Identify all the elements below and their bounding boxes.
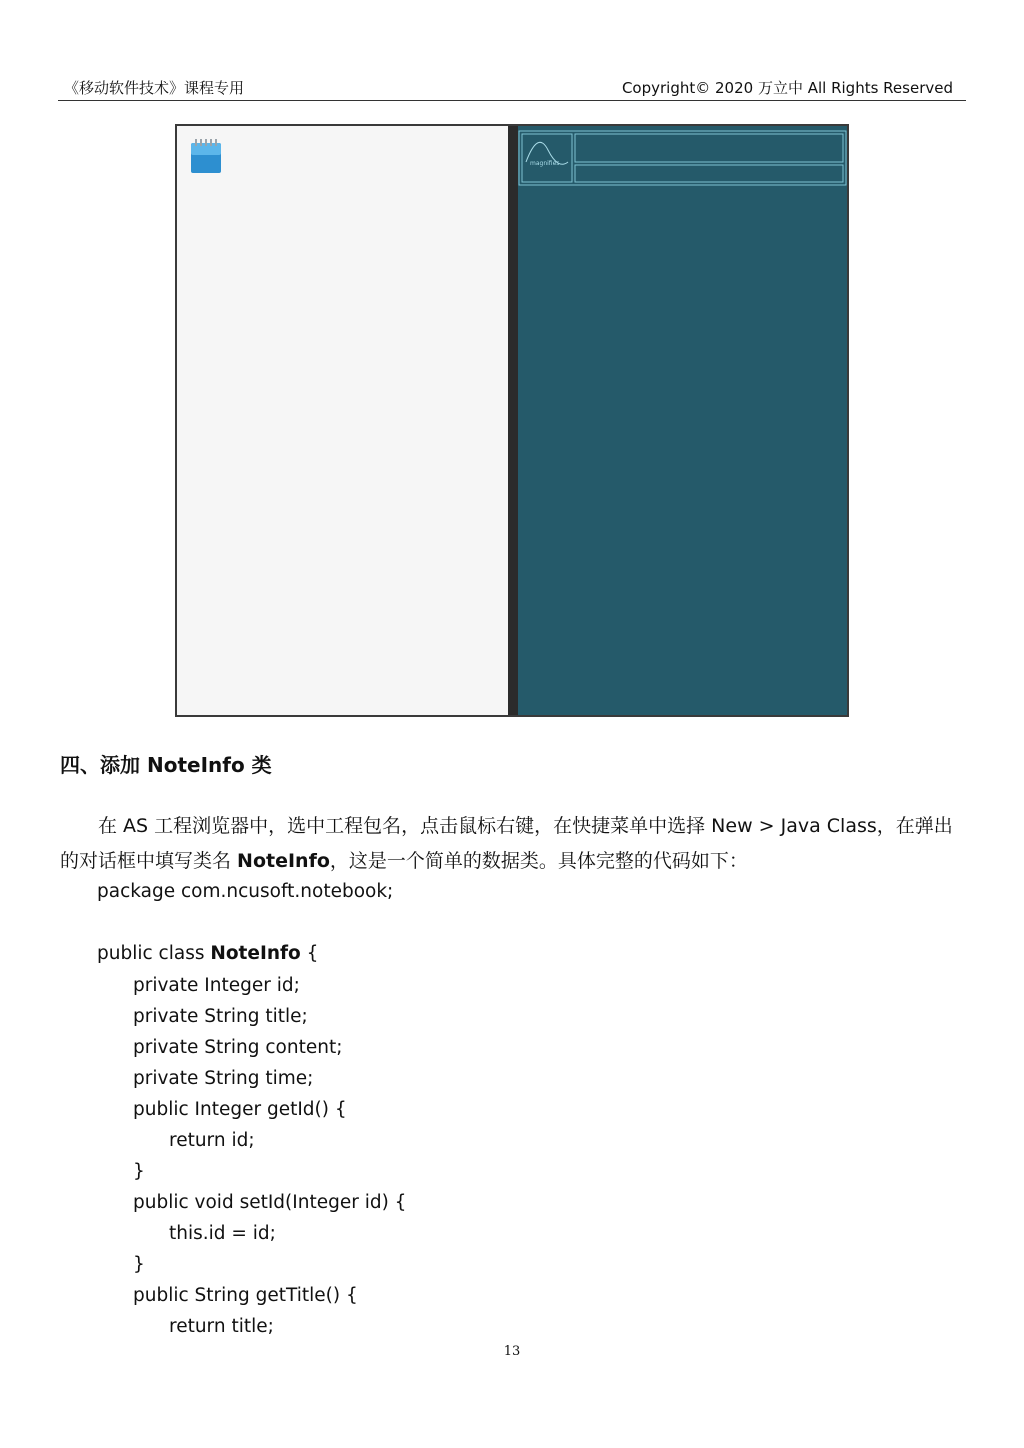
code-line: package com.ncusoft.notebook; — [97, 881, 394, 902]
code-line: private String time; — [133, 1068, 314, 1089]
instruction-paragraph: 在 AS 工程浏览器中，选中工程包名，点击鼠标右键，在快捷菜单中选择 New > Java Class，在弹出的对话框中填写类名 NoteInfo，这是一个简单的数据类。具体完整的代码如下： — [60, 815, 953, 872]
section-heading: 四、添加 NoteInfo 类 — [60, 753, 272, 777]
notepad-icon — [190, 138, 222, 174]
page-number: 13 — [503, 1344, 521, 1359]
design-preview-pane — [177, 126, 508, 715]
code-line: return title; — [169, 1316, 274, 1337]
code-line: this.id = id; — [169, 1223, 276, 1244]
blueprint-pane — [518, 126, 847, 715]
code-line: private String title; — [133, 1006, 308, 1027]
screenshot-figure — [175, 124, 849, 717]
blueprint-widget-label: magnifies — [530, 160, 560, 167]
code-line: } — [133, 1254, 145, 1275]
code-line: public String getTitle() { — [133, 1285, 358, 1306]
code-line: public Integer getId() { — [133, 1099, 347, 1120]
code-line: private String content; — [133, 1037, 343, 1058]
header-course-title: 《移动软件技术》课程专用 — [64, 79, 245, 97]
code-line: private Integer id; — [133, 975, 300, 996]
blueprint-layout — [518, 130, 847, 186]
code-line: } — [133, 1161, 145, 1182]
header-copyright: Copyright© 2020 万立中 All Rights Reserved — [621, 79, 953, 97]
code-line: public class NoteInfo { — [97, 943, 319, 964]
code-line: return id; — [169, 1130, 255, 1151]
header-divider — [58, 100, 966, 101]
code-line: public void setId(Integer id) { — [133, 1192, 407, 1213]
